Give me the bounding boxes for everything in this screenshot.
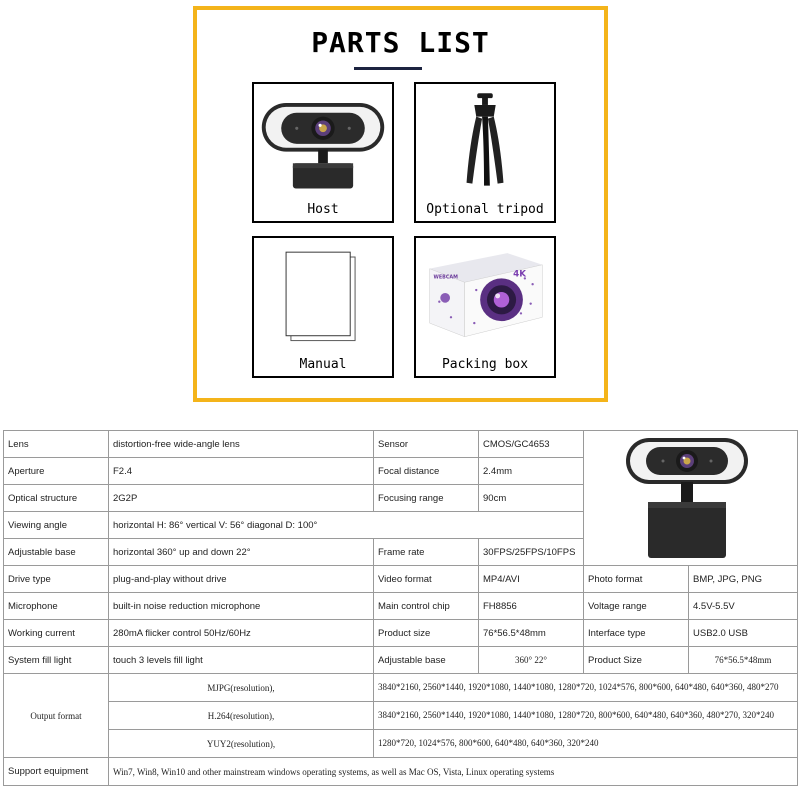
packing-box-icon [416,238,554,346]
spec-value: 2.4mm [479,458,584,485]
spec-value: 360° 22° [479,647,584,674]
parts-list-panel [193,6,608,402]
spec-label: Working current [4,620,109,647]
spec-value: horizontal H: 86° vertical V: 56° diagonal D: 100° [109,512,584,539]
spec-value: MP4/AVI [479,566,584,593]
spec-label: Sensor [374,431,479,458]
box-brand-text: WEBCAM [433,274,458,281]
spec-label: Product size [374,620,479,647]
spec-label: Focusing range [374,485,479,512]
part-card-tripod [414,82,556,223]
spec-value: distortion-free wide-angle lens [109,431,374,458]
output-format-name: MJPG(resolution), [109,674,374,702]
part-label-host: Host [307,202,339,217]
spec-label: Frame rate [374,539,479,566]
spec-value: Win7, Win8, Win10 and other mainstream windows operating systems, as well as Mac OS, Vista, Linux operating systems [109,758,798,786]
spec-label: Optical structure [4,485,109,512]
output-format-row [4,730,798,758]
spec-value: built-in noise reduction microphone [109,593,374,620]
spec-value: 76*56.5*48mm [689,647,798,674]
product-image-cell [584,431,798,566]
spec-label: Drive type [4,566,109,593]
part-label-manual: Manual [299,357,347,372]
spec-row [4,566,798,593]
spec-label: Viewing angle [4,512,109,539]
spec-value: USB2.0 USB [689,620,798,647]
spec-value: 90cm [479,485,584,512]
spec-value: 30FPS/25FPS/10FPS [479,539,584,566]
spec-label: Output format [4,674,109,758]
output-format-name: H.264(resolution), [109,702,374,730]
tripod-icon [416,84,554,192]
box-badge-text: 4K [513,269,527,280]
spec-value: horizontal 360° up and down 22° [109,539,374,566]
part-card-manual [252,236,394,378]
spec-label: Voltage range [584,593,689,620]
spec-value: plug-and-play without drive [109,566,374,593]
spec-label: Photo format [584,566,689,593]
spec-label: Aperture [4,458,109,485]
spec-value: F2.4 [109,458,374,485]
spec-value: 4.5V-5.5V [689,593,798,620]
spec-row [4,431,798,458]
spec-table [3,430,798,786]
spec-row [4,647,798,674]
spec-value: FH8856 [479,593,584,620]
output-format-name: YUY2(resolution), [109,730,374,758]
spec-label: Interface type [584,620,689,647]
part-label-packing-box: Packing box [441,357,529,372]
spec-row [4,758,798,786]
spec-label: Microphone [4,593,109,620]
output-format-row [4,674,798,702]
spec-row [4,593,798,620]
title-underline [354,67,422,70]
spec-label: Adjustable base [374,647,479,674]
spec-label: Product Size [584,647,689,674]
spec-label: Focal distance [374,458,479,485]
part-card-packing-box [414,236,556,378]
spec-label: Lens [4,431,109,458]
spec-value: CMOS/GC4653 [479,431,584,458]
spec-label: Video format [374,566,479,593]
spec-label: System fill light [4,647,109,674]
spec-value: touch 3 levels fill light [109,647,374,674]
webcam-product-icon [616,432,766,562]
output-format-values: 3840*2160, 2560*1440, 1920*1080, 1440*1080, 1280*720, 800*600, 640*480, 640*360, 480*270, 320*240 [374,702,798,730]
spec-value: 76*56.5*48mm [479,620,584,647]
parts-list-title: PARTS LIST [311,26,490,59]
output-format-values: 3840*2160, 2560*1440, 1920*1080, 1440*1080, 1280*720, 1024*576, 800*600, 640*480, 640*360, 480*270 [374,674,798,702]
spec-label: Main control chip [374,593,479,620]
output-format-values: 1280*720, 1024*576, 800*600, 640*480, 640*360, 320*240 [374,730,798,758]
spec-label: Adjustable base [4,539,109,566]
spec-label: Support equipment [4,758,109,786]
part-label-tripod: Optional tripod [426,202,544,217]
spec-value: BMP, JPG, PNG [689,566,798,593]
part-card-host [252,82,394,223]
spec-row [4,620,798,647]
spec-value: 280mA flicker control 50Hz/60Hz [109,620,374,647]
manual-icon [254,238,392,346]
output-format-row [4,702,798,730]
webcam-icon [254,84,392,192]
spec-value: 2G2P [109,485,374,512]
